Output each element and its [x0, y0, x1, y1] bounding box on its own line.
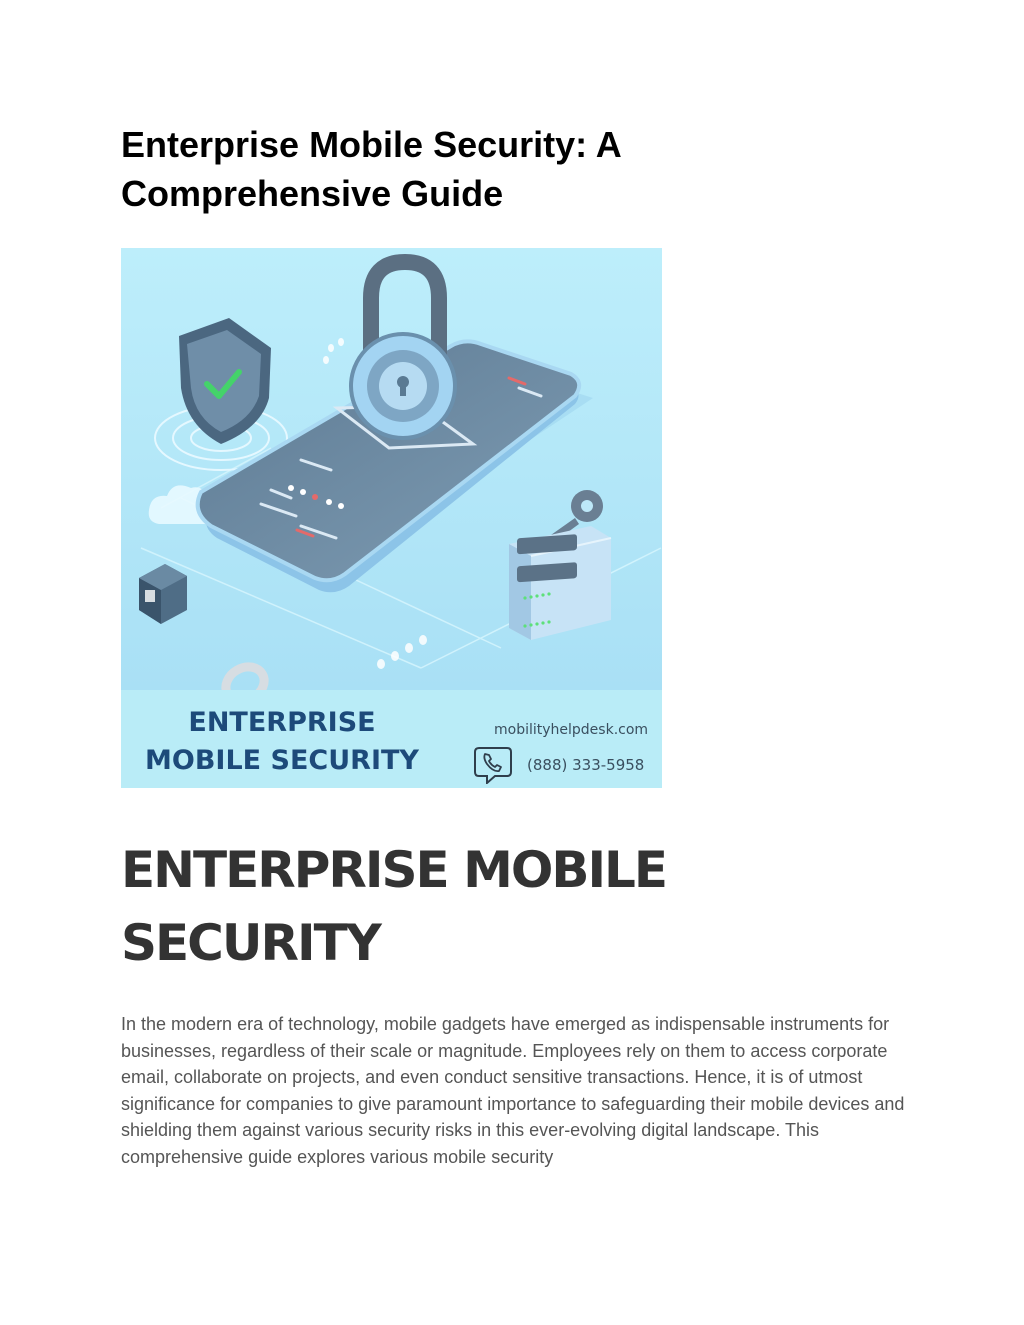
server-icon — [509, 526, 611, 640]
document-title: Enterprise Mobile Security: A Comprehensive Guide — [121, 124, 621, 214]
phone-chat-icon — [473, 744, 513, 784]
hero-illustration — [121, 248, 662, 690]
hero-image — [121, 248, 662, 788]
banner-website: mobilityhelpdesk.com — [494, 722, 649, 738]
section-heading: ENTERPRISE MOBILE SECURITY — [121, 841, 667, 972]
hero-banner — [121, 690, 662, 788]
intro-paragraph: In the modern era of technology, mobile gadgets have emerged as indispensable instruments for businesses, regardless of their scale or magnitude. Employees rely on them to access corporate email, collaborate on projects, and even conduct sensitive transactions. Hence, it is of utmost significance for companies to give paramount importance to safeguarding their mobile devices and shielding them against various security risks in this ever-evolving digital landscape. This comprehensive guide explores various mobile security — [121, 1014, 905, 1167]
banner-title-line-2: MOBILE SECURITY — [145, 745, 419, 776]
banner-title — [132, 704, 432, 780]
banner-phone: (888) 333-5958 — [527, 756, 645, 774]
banner-title-line-1: ENTERPRISE — [188, 707, 376, 738]
